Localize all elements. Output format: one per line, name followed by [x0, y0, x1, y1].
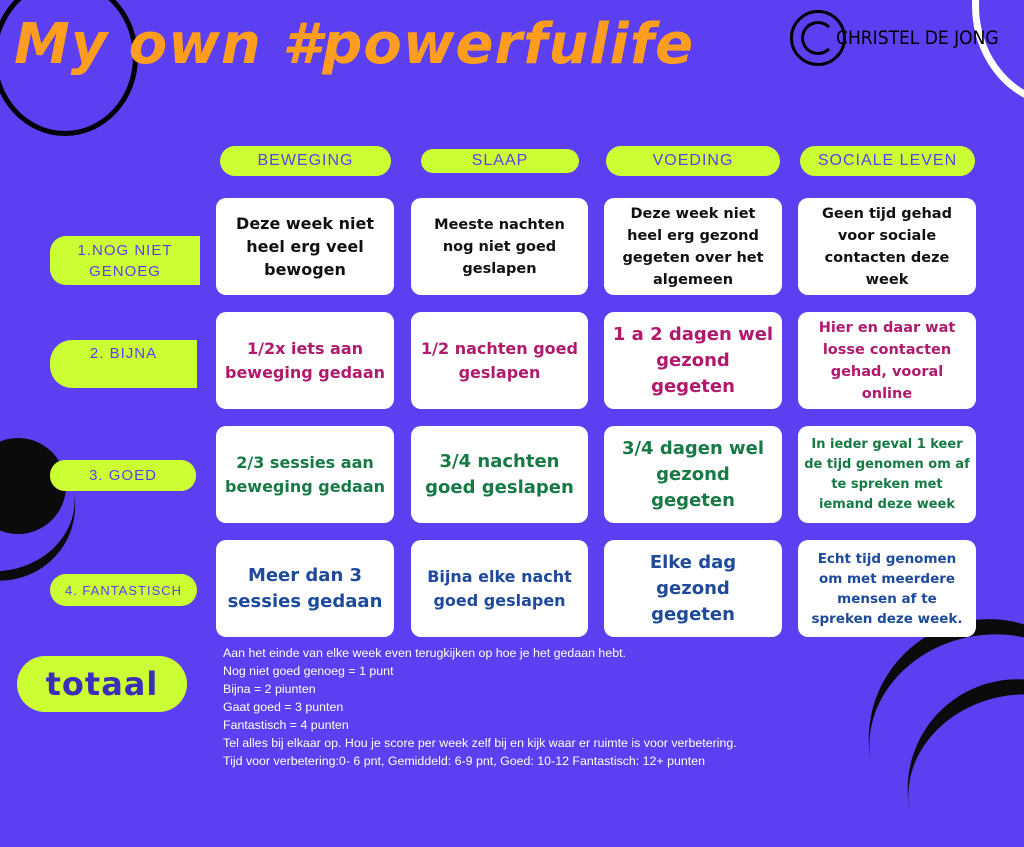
cell-beweging-fantastisch: Meer dan 3 sessies gedaan [216, 540, 394, 637]
page-title: My own #powerfulife [14, 12, 695, 77]
cell-sociale-leven-fantastisch: Echt tijd genomen om met meerdere mensen af te spreken deze week. [798, 540, 976, 637]
cell-voeding-nog-niet-genoeg: Deze week niet heel erg gezond gegeten over het algemeen [604, 198, 782, 295]
column-header-beweging: BEWEGING [220, 146, 391, 176]
column-header-sociale-leven: SOCIALE LEVEN [800, 146, 975, 176]
cell-voeding-fantastisch: Elke dag gezond gegeten [604, 540, 782, 637]
column-header-slaap: SLAAP [421, 149, 579, 173]
cell-slaap-nog-niet-genoeg: Meeste nachten nog niet goed geslapen [411, 198, 588, 295]
note-line: Tijd voor verbetering:0- 6 pnt, Gemiddeld: 6-9 pnt, Goed: 10-12 Fantastisch: 12+ punten [223, 754, 706, 768]
column-header-voeding: VOEDING [606, 146, 780, 176]
cell-slaap-bijna: 1/2 nachten goed geslapen [411, 312, 588, 409]
total-label: totaal [17, 656, 187, 712]
note-line: Tel alles bij elkaar op. Hou je score per week zelf bij en kijk waar er ruimte is voor verbetering. [223, 736, 737, 750]
note-line: Aan het einde van elke week even terugkijken op hoe je het gedaan hebt. [223, 646, 626, 660]
cell-sociale-leven-bijna: Hier en daar wat losse contacten gehad, vooral online [798, 312, 976, 409]
cell-voeding-goed: 3/4 dagen wel gezond gegeten [604, 426, 782, 523]
row-header-bijna: 2. BIJNA [50, 340, 197, 388]
row-header-fantastisch: 4. FANTASTISCH [50, 574, 197, 606]
cell-beweging-bijna: 1/2x iets aan beweging gedaan [216, 312, 394, 409]
note-line: Fantastisch = 4 punten [223, 718, 349, 732]
cell-slaap-goed: 3/4 nachten goed geslapen [411, 426, 588, 523]
cell-sociale-leven-nog-niet-genoeg: Geen tijd gehad voor sociale contacten deze week [798, 198, 976, 295]
cell-slaap-fantastisch: Bijna elke nacht goed geslapen [411, 540, 588, 637]
brand-logo-icon [790, 10, 846, 66]
cell-voeding-bijna: 1 a 2 dagen wel gezond gegeten [604, 312, 782, 409]
row-header-goed: 3. GOED [50, 460, 196, 491]
note-line: Nog niet goed genoeg = 1 punt [223, 664, 394, 678]
note-line: Gaat goed = 3 punten [223, 700, 344, 714]
row-header-nog-niet-genoeg: 1.NOG NIET GENOEG [50, 236, 200, 285]
cell-sociale-leven-goed: In ieder geval 1 keer de tijd genomen om af te spreken met iemand deze week [798, 426, 976, 523]
scoring-notes [223, 644, 863, 770]
cell-beweging-goed: 2/3 sessies aan beweging gedaan [216, 426, 394, 523]
cell-beweging-nog-niet-genoeg: Deze week niet heel erg veel bewogen [216, 198, 394, 295]
note-line: Bijna = 2 piunten [223, 682, 316, 696]
brand [790, 10, 999, 66]
brand-name: CHRISTEL DE JONG [836, 27, 999, 49]
